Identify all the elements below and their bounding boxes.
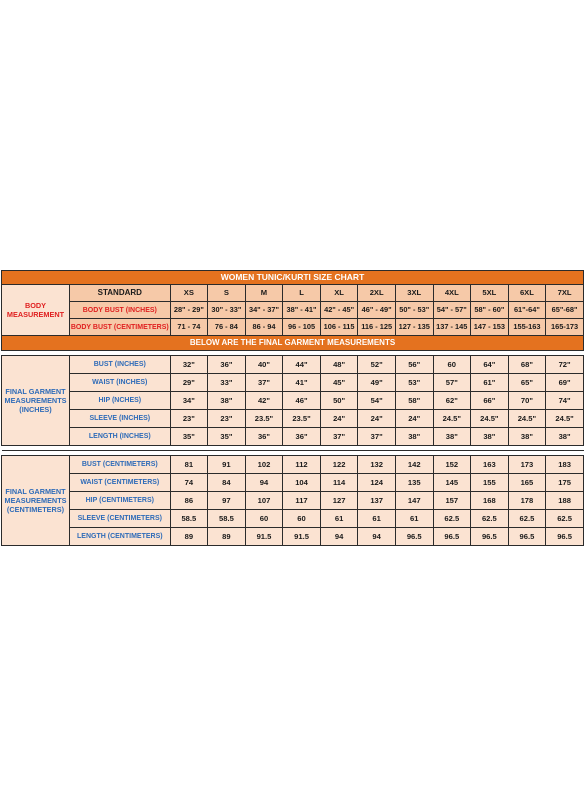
measurement-value-cell: 132	[358, 456, 396, 474]
measurement-label: BUST (CENTIMETERS)	[70, 456, 171, 474]
measurement-label: BUST (INCHES)	[70, 356, 171, 374]
size-header: 6XL	[508, 285, 546, 302]
measurement-value-cell: 52"	[358, 356, 396, 374]
body-value-cell: 96 - 105	[283, 319, 321, 336]
measurement-value-cell: 94	[245, 474, 283, 492]
measurement-value-cell: 36"	[283, 428, 321, 446]
measurement-value-cell: 188	[546, 492, 584, 510]
measurement-value-cell: 70"	[508, 392, 546, 410]
measurement-value-cell: 96.5	[433, 528, 471, 546]
measurement-value-cell: 91.5	[283, 528, 321, 546]
measurement-value-cell: 155	[471, 474, 509, 492]
measurement-value-cell: 135	[395, 474, 433, 492]
standard-label: STANDARD	[70, 285, 171, 302]
measurement-value-cell: 53"	[395, 374, 433, 392]
body-row	[2, 319, 584, 336]
measurement-value-cell: 62.5	[508, 510, 546, 528]
garment-row	[2, 528, 584, 546]
body-row	[2, 302, 584, 319]
garment-row	[2, 374, 584, 392]
measurement-value-cell: 58"	[395, 392, 433, 410]
measurement-value-cell: 96.5	[395, 528, 433, 546]
measurement-value-cell: 163	[471, 456, 509, 474]
measurement-value-cell: 62.5	[471, 510, 509, 528]
body-value-cell: 38" - 41"	[283, 302, 321, 319]
measurement-label: HIP (NCHES)	[70, 392, 171, 410]
measurement-value-cell: 38"	[471, 428, 509, 446]
measurement-value-cell: 74	[170, 474, 208, 492]
measurement-value-cell: 40"	[245, 356, 283, 374]
measurement-value-cell: 152	[433, 456, 471, 474]
measurement-value-cell: 89	[208, 528, 246, 546]
measurement-value-cell: 61	[320, 510, 358, 528]
measurement-value-cell: 94	[358, 528, 396, 546]
size-header: L	[283, 285, 321, 302]
measurement-label: WAIST (INCHES)	[70, 374, 171, 392]
measurement-value-cell: 147	[395, 492, 433, 510]
measurement-value-cell: 61"	[471, 374, 509, 392]
garment-row	[2, 428, 584, 446]
measurement-value-cell: 112	[283, 456, 321, 474]
measurement-value-cell: 62.5	[433, 510, 471, 528]
measurement-value-cell: 24"	[358, 410, 396, 428]
measurement-value-cell: 23.5"	[245, 410, 283, 428]
measurement-value-cell: 81	[170, 456, 208, 474]
measurement-label: SLEEVE (CENTIMETERS)	[70, 510, 171, 528]
measurement-value-cell: 58.5	[170, 510, 208, 528]
measurement-value-cell: 36"	[208, 356, 246, 374]
measurement-value-cell: 29"	[170, 374, 208, 392]
measurement-value-cell: 32"	[170, 356, 208, 374]
body-value-cell: 76 - 84	[208, 319, 246, 336]
garment-row	[2, 456, 584, 474]
measurement-value-cell: 165	[508, 474, 546, 492]
measurement-value-cell: 137	[358, 492, 396, 510]
measurement-value-cell: 117	[283, 492, 321, 510]
standard-row	[2, 285, 584, 302]
measurement-value-cell: 37"	[358, 428, 396, 446]
body-value-cell: 50" - 53"	[395, 302, 433, 319]
measurement-value-cell: 38"	[395, 428, 433, 446]
measurement-value-cell: 38"	[546, 428, 584, 446]
body-value-cell: 155-163	[508, 319, 546, 336]
measurement-value-cell: 60	[245, 510, 283, 528]
size-header: M	[245, 285, 283, 302]
measurement-value-cell: 24.5"	[508, 410, 546, 428]
measurement-value-cell: 89	[170, 528, 208, 546]
measurement-value-cell: 142	[395, 456, 433, 474]
measurement-value-cell: 157	[433, 492, 471, 510]
measurement-value-cell: 24"	[320, 410, 358, 428]
garment-row	[2, 474, 584, 492]
measurement-value-cell: 38"	[433, 428, 471, 446]
measurement-value-cell: 46"	[283, 392, 321, 410]
body-value-cell: 71 - 74	[170, 319, 208, 336]
final-garment-divider: BELOW ARE THE FINAL GARMENT MEASUREMENTS	[2, 336, 584, 351]
size-header: 7XL	[546, 285, 584, 302]
body-value-cell: 46" - 49"	[358, 302, 396, 319]
body-value-cell: 58" - 60"	[471, 302, 509, 319]
measurement-value-cell: 38"	[208, 392, 246, 410]
measurement-value-cell: 45"	[320, 374, 358, 392]
measurement-value-cell: 62.5	[546, 510, 584, 528]
measurement-value-cell: 57"	[433, 374, 471, 392]
size-header: 3XL	[395, 285, 433, 302]
size-header: 2XL	[358, 285, 396, 302]
size-header: XS	[170, 285, 208, 302]
garment-row	[2, 392, 584, 410]
size-header: S	[208, 285, 246, 302]
body-value-cell: 54" - 57"	[433, 302, 471, 319]
measurement-value-cell: 96.5	[508, 528, 546, 546]
measurement-value-cell: 48"	[320, 356, 358, 374]
measurement-value-cell: 56"	[395, 356, 433, 374]
body-value-cell: 86 - 94	[245, 319, 283, 336]
title-row	[2, 271, 584, 285]
measurement-value-cell: 145	[433, 474, 471, 492]
measurement-value-cell: 84	[208, 474, 246, 492]
body-value-cell: 61"-64"	[508, 302, 546, 319]
measurement-value-cell: 66"	[471, 392, 509, 410]
body-measurement-label: BODY MEASUREMENT	[2, 285, 70, 336]
measurement-value-cell: 94	[320, 528, 358, 546]
measurement-value-cell: 41"	[283, 374, 321, 392]
garment-row	[2, 510, 584, 528]
measurement-value-cell: 37"	[245, 374, 283, 392]
measurement-value-cell: 24.5"	[546, 410, 584, 428]
measurement-value-cell: 114	[320, 474, 358, 492]
measurement-label: HIP (CENTIMETERS)	[70, 492, 171, 510]
measurement-value-cell: 65"	[508, 374, 546, 392]
measurement-value-cell: 60	[433, 356, 471, 374]
body-value-cell: 65"-68"	[546, 302, 584, 319]
measurement-value-cell: 68"	[508, 356, 546, 374]
measurement-value-cell: 24.5"	[471, 410, 509, 428]
size-chart-table	[1, 270, 584, 546]
measurement-value-cell: 35"	[170, 428, 208, 446]
measurement-value-cell: 23"	[208, 410, 246, 428]
measurement-value-cell: 104	[283, 474, 321, 492]
size-header: XL	[320, 285, 358, 302]
measurement-value-cell: 122	[320, 456, 358, 474]
body-value-cell: 127 - 135	[395, 319, 433, 336]
measurement-label: LENGTH (INCHES)	[70, 428, 171, 446]
divider-row	[2, 336, 584, 351]
garment-inches-group-label: FINAL GARMENT MEASUREMENTS (INCHES)	[2, 356, 70, 446]
measurement-value-cell: 36"	[245, 428, 283, 446]
measurement-value-cell: 86	[170, 492, 208, 510]
body-value-cell: 28" - 29"	[170, 302, 208, 319]
body-value-cell: 42" - 45"	[320, 302, 358, 319]
measurement-value-cell: 58.5	[208, 510, 246, 528]
size-chart-body	[2, 271, 584, 546]
body-value-cell: 116 - 125	[358, 319, 396, 336]
chart-title: WOMEN TUNIC/KURTI SIZE CHART	[2, 271, 584, 285]
measurement-value-cell: 49"	[358, 374, 396, 392]
body-value-cell: 137 - 145	[433, 319, 471, 336]
measurement-value-cell: 69"	[546, 374, 584, 392]
measurement-value-cell: 74"	[546, 392, 584, 410]
measurement-label: WAIST (CENTIMETERS)	[70, 474, 171, 492]
body-value-cell: 34" - 37"	[245, 302, 283, 319]
measurement-value-cell: 60	[283, 510, 321, 528]
measurement-value-cell: 37"	[320, 428, 358, 446]
body-value-cell: 30" - 33"	[208, 302, 246, 319]
measurement-value-cell: 127	[320, 492, 358, 510]
measurement-value-cell: 23"	[170, 410, 208, 428]
measurement-value-cell: 64"	[471, 356, 509, 374]
measurement-value-cell: 91	[208, 456, 246, 474]
measurement-value-cell: 124	[358, 474, 396, 492]
garment-cm-group-label: FINAL GARMENT MEASUREMENTS (CENTIMETERS)	[2, 456, 70, 546]
measurement-value-cell: 23.5"	[283, 410, 321, 428]
measurement-label: SLEEVE (INCHES)	[70, 410, 171, 428]
measurement-value-cell: 178	[508, 492, 546, 510]
measurement-value-cell: 168	[471, 492, 509, 510]
measurement-value-cell: 183	[546, 456, 584, 474]
measurement-label: LENGTH (CENTIMETERS)	[70, 528, 171, 546]
body-value-cell: 165-173	[546, 319, 584, 336]
measurement-value-cell: 61	[395, 510, 433, 528]
body-row-label: BODY BUST (INCHES)	[70, 302, 171, 319]
measurement-value-cell: 91.5	[245, 528, 283, 546]
garment-row	[2, 410, 584, 428]
measurement-value-cell: 24.5"	[433, 410, 471, 428]
size-header: 5XL	[471, 285, 509, 302]
measurement-value-cell: 72"	[546, 356, 584, 374]
measurement-value-cell: 102	[245, 456, 283, 474]
measurement-value-cell: 38"	[508, 428, 546, 446]
garment-row	[2, 356, 584, 374]
garment-row	[2, 492, 584, 510]
measurement-value-cell: 54"	[358, 392, 396, 410]
measurement-value-cell: 97	[208, 492, 246, 510]
measurement-value-cell: 42"	[245, 392, 283, 410]
size-header: 4XL	[433, 285, 471, 302]
measurement-value-cell: 24"	[395, 410, 433, 428]
measurement-value-cell: 96.5	[471, 528, 509, 546]
measurement-value-cell: 50"	[320, 392, 358, 410]
measurement-value-cell: 175	[546, 474, 584, 492]
measurement-value-cell: 35"	[208, 428, 246, 446]
measurement-value-cell: 107	[245, 492, 283, 510]
measurement-value-cell: 33"	[208, 374, 246, 392]
body-row-label: BODY BUST (CENTIMETERS)	[70, 319, 171, 336]
measurement-value-cell: 62"	[433, 392, 471, 410]
measurement-value-cell: 34"	[170, 392, 208, 410]
body-value-cell: 106 - 115	[320, 319, 358, 336]
measurement-value-cell: 173	[508, 456, 546, 474]
body-value-cell: 147 - 153	[471, 319, 509, 336]
measurement-value-cell: 61	[358, 510, 396, 528]
measurement-value-cell: 96.5	[546, 528, 584, 546]
measurement-value-cell: 44"	[283, 356, 321, 374]
